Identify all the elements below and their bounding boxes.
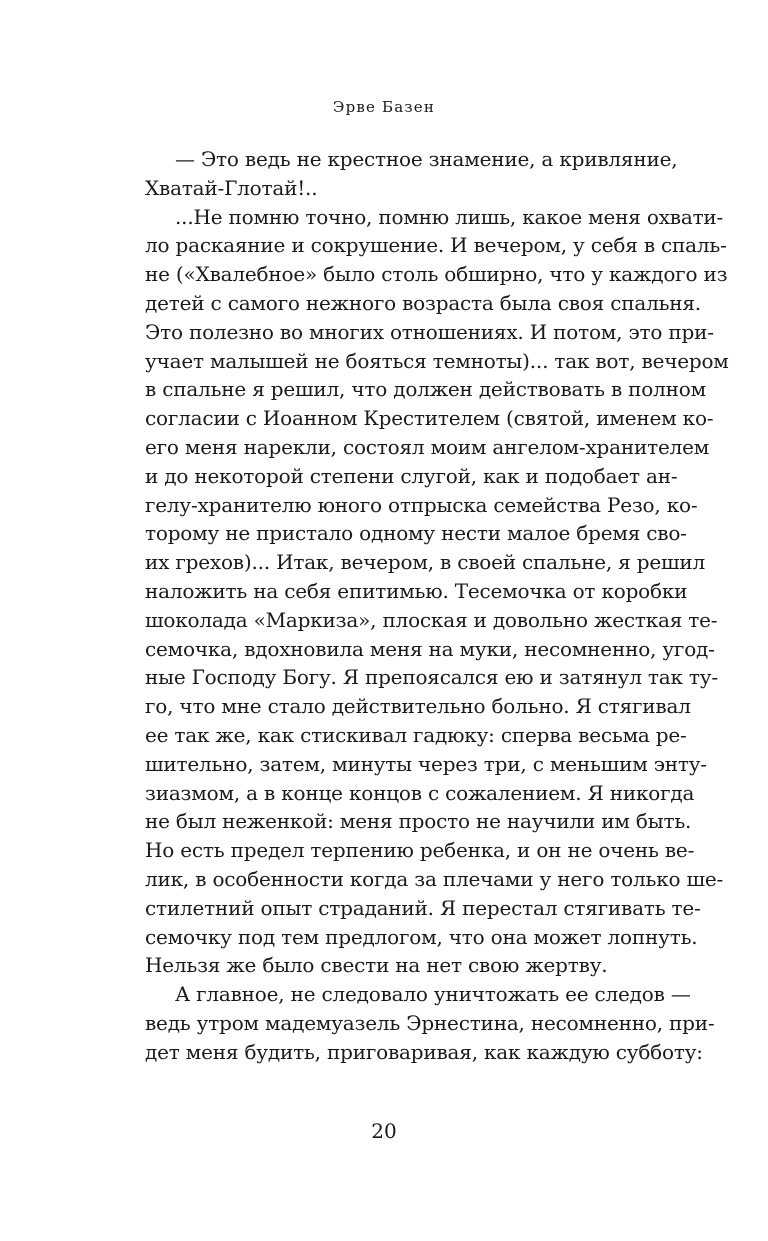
running-header: Эрве Базен	[332, 98, 436, 116]
text-line: не («Хвалебное» было столь обширно, что у каждого из	[145, 262, 728, 287]
text-line: ведь утром мадемуазель Эрнестина, несомненно, при-	[145, 1010, 715, 1035]
text-line: учает малышей не бояться темноты)... так вот, вечером	[145, 348, 729, 373]
text-line: ее так же, как стискивал гадюку: сперва весьма ре-	[145, 722, 687, 747]
text-line: их грехов)... Итак, вечером, в своей спальне, я решил	[145, 550, 706, 575]
text-line: семочка, вдохновила меня на муки, несомненно, угод-	[145, 636, 715, 661]
text-line: Это полезно во многих отношениях. И потом, это при-	[145, 319, 714, 344]
text-line: ло раскаяние и сокрушение. И вечером, у себя в спаль-	[145, 233, 727, 258]
text-line: ные Господу Богу. Я препоясался ею и затянул так ту-	[145, 665, 718, 690]
text-line: шоколада «Маркиза», плоская и довольно жесткая те-	[145, 607, 718, 632]
text-line: А главное, не следовало уничтожать ее следов —	[175, 982, 691, 1007]
text-line: и до некоторой степени слугой, как и подобает ан-	[145, 463, 678, 488]
page-number: 20	[371, 1119, 397, 1143]
text-line: наложить на себя епитимью. Тесемочка от коробки	[145, 578, 688, 603]
text-line: зиазмом, а в конце концов с сожалением. Я никогда	[145, 780, 695, 805]
text-line: лик, в особенности когда за плечами у него только ше-	[145, 866, 724, 891]
text-line: согласии с Иоанном Крестителем (святой, именем ко-	[145, 406, 714, 431]
text-line: шительно, затем, минуты через три, с меньшим энту-	[145, 751, 707, 776]
text-line: Нельзя же было свести на нет свою жертву.	[145, 953, 608, 978]
text-line: гелу-хранителю юного отпрыска семейства Резо, ко-	[145, 492, 698, 517]
text-line: в спальне я решил, что должен действовать в полном	[145, 377, 706, 402]
text-line: дет меня будить, приговаривая, как каждую субботу:	[145, 1039, 703, 1064]
body-text	[145, 145, 729, 1067]
text-line: не был неженкой: меня просто не научили им быть.	[145, 809, 692, 834]
text-line: стилетний опыт страданий. Я перестал стягивать те-	[145, 895, 701, 920]
text-line: Но есть предел терпению ребенка, и он не очень ве-	[145, 838, 695, 863]
text-line: ...Не помню точно, помню лишь, какое меня охвати-	[175, 204, 724, 229]
text-line: — Это ведь не крестное знамение, а кривляние,	[175, 147, 678, 171]
text-line: семочку под тем предлогом, что она может лопнуть.	[145, 924, 698, 949]
text-line: го, что мне стало действительно больно. Я стягивал	[145, 694, 691, 719]
text-line: детей с самого нежного возраста была своя спальня.	[145, 290, 701, 315]
text-line: Хватай-Глотай!..	[145, 175, 318, 200]
text-line: его меня нарекли, состоял моим ангелом-хранителем	[145, 434, 710, 459]
text-line: торому не пристало одному нести малое бремя сво-	[145, 521, 687, 546]
